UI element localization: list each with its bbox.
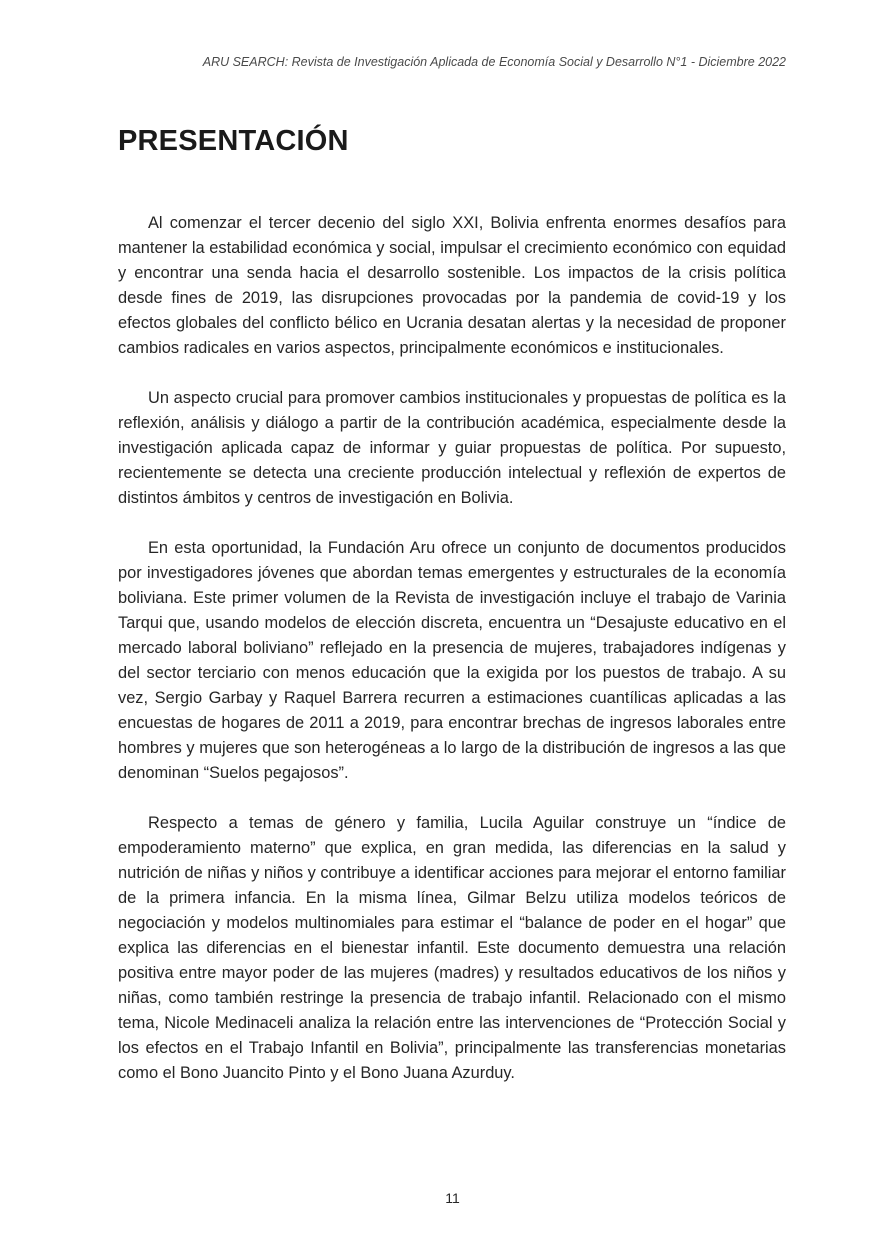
paragraph-4: Respecto a temas de género y familia, Lucila Aguilar construye un “índice de empoderamiento materno” que explica, en gran medida, las diferencias en la salud y nutrición de niñas y niños y contribuye a identificar acciones para mejorar el entorno familiar de la primera infancia. En la misma línea, Gilmar Belzu utiliza modelos teóricos de negociación y modelos multinomiales para estimar el “balance de poder en el hogar” que explica las diferencias en el bienestar infantil. Este documento demuestra una relación positiva entre mayor poder de las mujeres (madres) y resultados educativos de los niños y niñas, como también restringe la presencia de trabajo infantil. Relacionado con el mismo tema, Nicole Medinaceli analiza la relación entre las intervenciones de “Protección Social y los efectos en el Trabajo Infantil en Bolivia”, principalmente las transferencias monetarias como el Bono Juancito Pinto y el Bono Juana Azurduy.: [118, 814, 786, 1082]
page-title: PRESENTACIÓN: [118, 125, 349, 157]
paragraph-3: En esta oportunidad, la Fundación Aru ofrece un conjunto de documentos producidos por investigadores jóvenes que abordan temas emergentes y estructurales de la economía boliviana. Este primer volumen de la Revista de investigación incluye el trabajo de Varinia Tarqui que, usando modelos de elección discreta, encuentra un “Desajuste educativo en el mercado laboral boliviano” reflejado en la presencia de mujeres, trabajadores indígenas y del sector terciario con menos educación que la exigida por los puestos de trabajo. A su vez, Sergio Garbay y Raquel Barrera recurren a estimaciones cuantílicas aplicadas a las encuestas de hogares de 2011 a 2019, para encontrar brechas de ingresos laborales entre hombres y mujeres que son heterogéneas a lo largo de la distribución de ingresos a las que denominan “Suelos pegajosos”.: [118, 539, 786, 782]
page-number: 11: [445, 1190, 460, 1206]
body-text: [118, 211, 786, 1111]
paragraph-1: Al comenzar el tercer decenio del siglo XXI, Bolivia enfrenta enormes desafíos para mantener la estabilidad económica y social, impulsar el crecimiento económico con equidad y encontrar una senda hacia el desarrollo sostenible. Los impactos de la crisis política desde fines de 2019, las disrupciones provocadas por la pandemia de covid-19 y los efectos globales del conflicto bélico en Ucrania desatan alertas y la necesidad de proponer cambios radicales en varios aspectos, principalmente económicos e institucionales.: [118, 214, 786, 357]
running-header: ARU SEARCH: Revista de Investigación Aplicada de Economía Social y Desarrollo N°1 - Diciembre 2022: [202, 55, 786, 69]
paragraph-2: Un aspecto crucial para promover cambios institucionales y propuestas de política es la reflexión, análisis y diálogo a partir de la contribución académica, especialmente desde la investigación aplicada capaz de informar y guiar propuestas de política. Por supuesto, recientemente se detecta una creciente producción intelectual y reflexión de expertos de distintos ámbitos y centros de investigación en Bolivia.: [118, 389, 786, 507]
